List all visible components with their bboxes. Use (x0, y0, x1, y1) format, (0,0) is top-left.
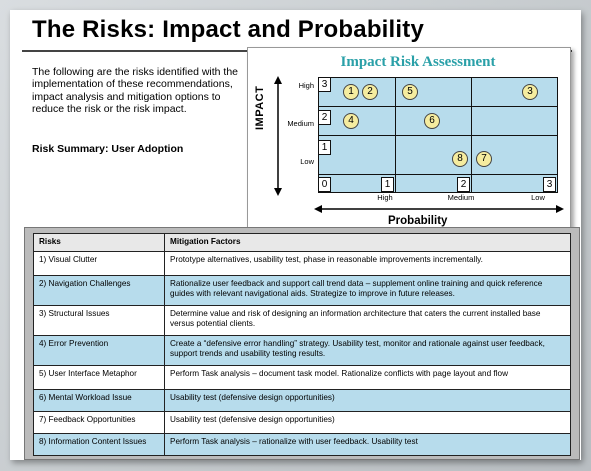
grid-line (319, 135, 557, 136)
risk-bubble-7: 7 (476, 151, 492, 167)
row-score-3: 3 (318, 77, 331, 92)
mitigation-cell: Perform Task analysis – rationalize with user feedback. Usability test (165, 433, 571, 455)
table-row (34, 275, 571, 305)
risk-bubble-5: 5 (402, 84, 418, 100)
slide (10, 10, 581, 460)
risk-cell: 7) Feedback Opportunities (34, 411, 165, 433)
y-level-medium: Medium (287, 119, 314, 128)
grid-line (319, 106, 557, 107)
table-row (34, 389, 571, 411)
mitigation-cell: Create a “defensive error handling” strategy. Usability test, monitor and rationale against user feedback, support trends and usability testing results. (165, 335, 571, 365)
table-row (34, 335, 571, 365)
risk-bubble-1: 1 (343, 84, 359, 100)
risk-cell: 2) Navigation Challenges (34, 275, 165, 305)
mitigation-cell: Usability test (defensive design opportunities) (165, 389, 571, 411)
table-row (34, 305, 571, 335)
col-score-1: 1 (381, 177, 394, 192)
risk-bubble-8: 8 (452, 151, 468, 167)
impact-axis-label: IMPACT (254, 85, 266, 130)
x-level-low: Low (531, 193, 545, 202)
risk-matrix-panel (247, 47, 571, 235)
risk-cell: 3) Structural Issues (34, 305, 165, 335)
risk-cell: 8) Information Content Issues (34, 433, 165, 455)
column-header-risks: Risks (34, 234, 165, 252)
impact-axis-arrow (272, 76, 284, 196)
table-header-row (34, 234, 571, 252)
mitigation-cell: Determine value and risk of designing an information architecture that caters the current installed base versus potential clients. (165, 305, 571, 335)
table-row (34, 365, 571, 389)
row-score-0: 0 (318, 177, 331, 192)
row-score-2: 2 (318, 110, 331, 125)
intro-paragraph: The following are the risks identified with the implementation of these recommendations, impact analysis and mitigation options to reduce the risk or the risk impact. (32, 66, 239, 116)
mitigation-cell: Prototype alternatives, usability test, phase in reasonable improvements incrementally. (165, 251, 571, 275)
column-header-mitigation: Mitigation Factors (165, 234, 571, 252)
probability-axis-label: Probability (388, 215, 448, 227)
risk-cell: 4) Error Prevention (34, 335, 165, 365)
x-level-medium: Medium (447, 193, 475, 202)
table-row (34, 433, 571, 455)
col-score-2: 2 (457, 177, 470, 192)
risk-cell: 5) User Interface Metaphor (34, 365, 165, 389)
risk-bubble-2: 2 (362, 84, 378, 100)
mitigation-table-panel (24, 227, 580, 460)
table-row (34, 251, 571, 275)
y-level-low: Low (300, 157, 314, 166)
mitigation-cell: Perform Task analysis – document task model. Rationalize conflicts with page layout and flow (165, 365, 571, 389)
x-level-high: High (377, 193, 393, 202)
matrix-title: Impact Risk Assessment (340, 54, 496, 70)
mitigation-table (33, 233, 571, 456)
mitigation-cell: Rationalize user feedback and support call trend data – supplement online training and quick reference guides with relevant navigational aids. Strategize to improve in future releases. (165, 275, 571, 305)
probability-axis-arrow (314, 204, 564, 214)
risk-bubble-4: 4 (343, 113, 359, 129)
grid-line (319, 174, 557, 175)
table-row (34, 411, 571, 433)
page-title: The Risks: Impact and Probability (32, 16, 425, 43)
mitigation-cell: Usability test (defensive design opportunities) (165, 411, 571, 433)
y-level-high: High (298, 81, 314, 90)
risk-bubble-6: 6 (424, 113, 440, 129)
risk-summary-heading: Risk Summary: User Adoption (32, 143, 184, 155)
risk-matrix-grid (318, 77, 558, 193)
col-score-3: 3 (543, 177, 556, 192)
risk-cell: 6) Mental Workload Issue (34, 389, 165, 411)
risk-bubble-3: 3 (522, 84, 538, 100)
risk-cell: 1) Visual Clutter (34, 251, 165, 275)
row-score-1: 1 (318, 140, 331, 155)
